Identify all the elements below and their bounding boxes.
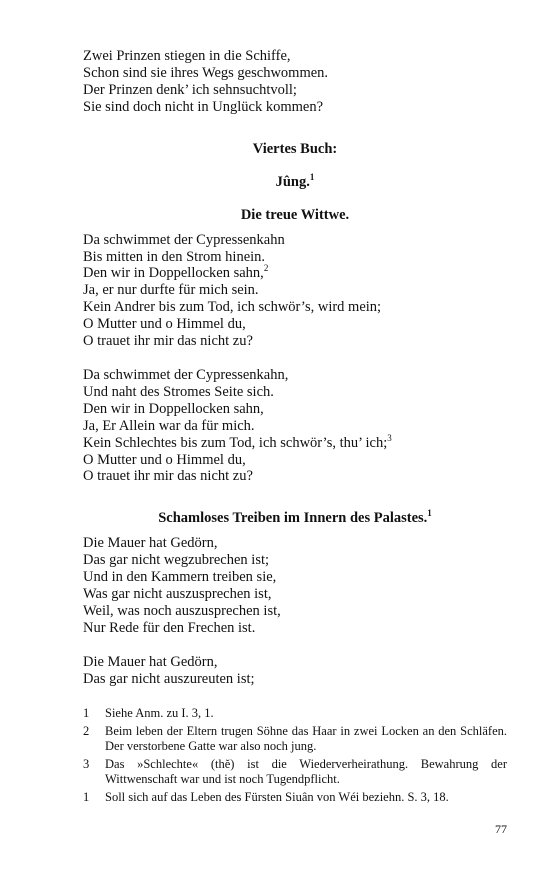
poem-title-text: Schamloses Treiben im Innern des Palastes. [158, 510, 428, 527]
footnote [83, 724, 507, 754]
poem-title [83, 510, 507, 527]
stanza-intro [83, 48, 507, 116]
footnotes [83, 706, 507, 808]
verse-line: Der Prinzen denk’ ich sehnsuchtvoll; [83, 81, 297, 98]
page-number: 77 [495, 822, 507, 836]
footnote-marker: 3 [387, 432, 392, 443]
verse-line: Und in den Kammern treiben sie, [83, 569, 277, 586]
verse-line: Weil, was noch auszusprechen ist, [83, 602, 281, 619]
section-heading [83, 171, 507, 191]
footnote-text: Soll sich auf das Leben des Fürsten Siuân von Wéi beziehn. S. 3, 18. [105, 790, 449, 804]
verse-line: Da schwimmet der Cypressenkahn, [83, 366, 289, 383]
verse-line [83, 432, 507, 452]
verse-text: Kein Schlechtes bis zum Tod, ich schwör’s, thu’ ich; [83, 434, 388, 451]
poem1-stanza1 [83, 232, 507, 350]
verse-line: O trauet ihr mir das nicht zu? [83, 333, 253, 350]
verse-line: Was gar nicht auszusprechen ist, [83, 586, 272, 603]
verse-line: Schon sind sie ihres Wegs geschwommen. [83, 64, 329, 81]
verse-line: Und naht des Stromes Seite sich. [83, 383, 274, 400]
verse-line: O Mutter und o Himmel du, [83, 316, 246, 333]
verse-text: Den wir in Doppellocken sahn, [83, 265, 264, 282]
verse-line: Ja, er nur durfte für mich sein. [83, 282, 259, 299]
verse-line: Die Mauer hat Gedörn, [83, 535, 218, 552]
verse-line: Die Mauer hat Gedörn, [83, 653, 218, 670]
verse-line: Bis mitten in den Strom hinein. [83, 248, 266, 265]
verse-line: Da schwimmet der Cypressenkahn [83, 231, 285, 248]
verse-line [83, 265, 507, 282]
footnote-text: Beim leben der Eltern trugen Söhne das Haar in zwei Locken an den Schläfen. Der verstorbene Gatte war also noch jung. [105, 724, 507, 753]
verse-line: O trauet ihr mir das nicht zu? [83, 468, 253, 485]
verse-line: Den wir in Doppellocken sahn, [83, 400, 264, 417]
verse-line: Das gar nicht auszureuten ist; [83, 670, 255, 687]
book-heading: Viertes Buch: [252, 140, 338, 157]
verse-line: O Mutter und o Himmel du, [83, 451, 246, 468]
verse-line: Das gar nicht wegzubrechen ist; [83, 552, 270, 569]
footnote [83, 706, 507, 721]
poem1-stanza2 [83, 367, 507, 485]
footnote-number: 3 [83, 757, 90, 771]
footnote-marker: 1 [309, 171, 315, 182]
footnote-marker: 2 [263, 263, 269, 274]
page-body [83, 48, 507, 688]
footnote-text: Siehe Anm. zu I. 3, 1. [105, 706, 214, 720]
footnote-number: 1 [83, 790, 90, 804]
footnote-text: Das »Schlechte« (thĕ) ist die Wiederverheirathung. Bewahrung der Wittwenschaft war und ist noch Tugendpflicht. [105, 757, 507, 786]
verse-line: Nur Rede für den Frechen ist. [83, 619, 256, 636]
footnote-marker: 1 [427, 508, 432, 519]
poem2-stanza2 [83, 654, 507, 688]
footnote [83, 757, 507, 787]
poem2-stanza1 [83, 535, 507, 636]
verse-line: Ja, Er Allein war da für mich. [83, 417, 255, 434]
verse-line: Zwei Prinzen stiegen in die Schiffe, [83, 48, 291, 64]
poem-title: Die treue Wittwe. [240, 206, 350, 223]
verse-line: Sie sind doch nicht in Unglück kommen? [83, 98, 324, 115]
footnote [83, 790, 507, 805]
verse-line: Kein Andrer bis zum Tod, ich schwör’s, wird mein; [83, 299, 382, 316]
footnote-number: 2 [83, 724, 90, 738]
footnote-number: 1 [83, 706, 90, 720]
section-heading-text: Jûng. [275, 173, 310, 190]
